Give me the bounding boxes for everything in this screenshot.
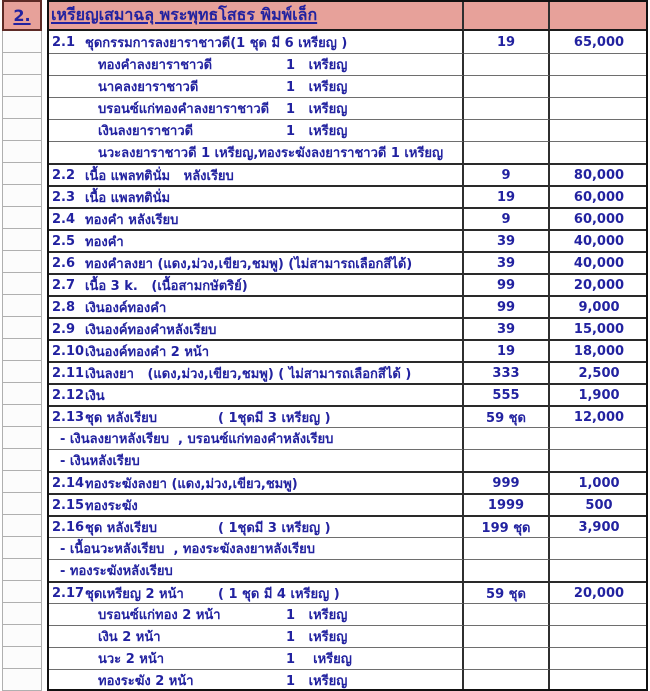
row-desc-cell (47, 97, 464, 119)
row-qty-cell: 555 (464, 383, 550, 405)
table-row (0, 471, 650, 493)
row-name: เงินลงยา (แดง,ม่วง,เขียว,ชมพู) ( ไม่สามารถเลือกสีได้ ) (85, 366, 412, 382)
row-desc-cell (47, 339, 464, 361)
row-name: บรอนซ์แก่ทองคำลงยาราชาวดี (98, 102, 270, 117)
row-note: (1 ชุด มี 6 เหรียญ ) (230, 35, 348, 51)
table-row (0, 141, 650, 163)
row-qty-cell (464, 119, 550, 141)
table-row (0, 207, 650, 229)
row-index-cell (2, 449, 42, 471)
row-qty-cell: 19 (464, 339, 550, 361)
row-desc-cell (47, 559, 464, 581)
row-note: 1 เหรียญ (286, 652, 352, 667)
row-note: 1 เหรียญ (286, 102, 348, 117)
row-desc-cell (47, 493, 464, 515)
row-index-cell (2, 669, 42, 691)
row-price-cell: 40,000 (550, 229, 648, 251)
header-index-cell (2, 0, 42, 31)
row-desc-cell (47, 537, 464, 559)
row-name: - เงินลงยาหลังเรียบ , บรอนซ์แก่ทองคำหลังเรียบ (60, 432, 334, 447)
row-name: - ทองระฆังหลังเรียบ (60, 564, 173, 579)
row-number: 2.8 (52, 299, 76, 315)
row-note: ( 1ชุดมี 3 เหรียญ ) (218, 410, 331, 426)
row-number: 2.5 (52, 233, 76, 249)
row-qty-cell (464, 75, 550, 97)
row-qty-cell: 39 (464, 317, 550, 339)
row-name: ทองระฆัง 2 หน้า (98, 674, 194, 689)
row-desc-cell (47, 515, 464, 537)
row-index-cell (2, 295, 42, 317)
row-number: 2.16 (52, 519, 85, 535)
row-number: 2.6 (52, 255, 76, 271)
header-qty-cell (464, 0, 550, 31)
row-name: ชุดกรรมการลงยาราชาวดี (85, 35, 231, 51)
table-row (0, 625, 650, 647)
row-qty-cell (464, 603, 550, 625)
row-desc-cell (47, 647, 464, 669)
table-row (0, 295, 650, 317)
table-rows (0, 31, 650, 691)
row-qty-cell: 333 (464, 361, 550, 383)
table-row (0, 273, 650, 295)
table-row (0, 53, 650, 75)
row-desc-cell (47, 273, 464, 295)
table-row (0, 581, 650, 603)
row-desc-cell (47, 53, 464, 75)
row-desc-cell (47, 405, 464, 427)
row-name: นาคลงยาราชาวดี (98, 80, 199, 95)
row-qty-cell: 999 (464, 471, 550, 493)
row-price-cell: 3,900 (550, 515, 648, 537)
row-qty-cell (464, 427, 550, 449)
row-qty-cell: 19 (464, 31, 550, 53)
row-number: 2.9 (52, 321, 76, 337)
row-qty-cell: 199 ชุด (464, 515, 550, 537)
table-row (0, 537, 650, 559)
row-number: 2.2 (52, 167, 76, 183)
row-name: - เนื้อนวะหลังเรียบ , ทองระฆังลงยาหลังเรียบ (60, 542, 316, 557)
row-desc-cell (47, 317, 464, 339)
row-index-cell (2, 185, 42, 207)
row-note: 1 เหรียญ (286, 608, 348, 623)
row-number: 2.14 (52, 475, 85, 491)
row-price-cell (550, 647, 648, 669)
row-index-cell (2, 53, 42, 75)
row-number: 2.3 (52, 189, 76, 205)
row-note: ( 1ชุดมี 3 เหรียญ ) (218, 520, 331, 536)
row-desc-cell (47, 581, 464, 603)
table-row (0, 383, 650, 405)
row-note: 1 เหรียญ (286, 58, 348, 73)
row-price-cell (550, 559, 648, 581)
row-qty-cell: 39 (464, 229, 550, 251)
row-name: ทองระฆัง (85, 498, 138, 514)
row-index-cell (2, 119, 42, 141)
table-row (0, 493, 650, 515)
row-price-cell: 2,500 (550, 361, 648, 383)
row-name: เงิน (85, 388, 105, 404)
row-qty-cell: 99 (464, 295, 550, 317)
row-index-cell (2, 405, 42, 427)
row-name: เงินองค์ทองคำหลังเรียบ (85, 322, 217, 338)
row-price-cell: 65,000 (573, 34, 625, 50)
row-number: 2.4 (52, 211, 76, 227)
row-index-cell (2, 603, 42, 625)
row-qty-cell (464, 141, 550, 163)
row-number: 2.10 (52, 343, 85, 359)
row-desc-cell (47, 75, 464, 97)
row-name: ทองคำ (85, 234, 124, 250)
table-row (0, 449, 650, 471)
row-desc-cell (47, 669, 464, 691)
row-note: ( 1 ชุด มี 4 เหรียญ ) (218, 586, 340, 602)
row-name: เนื้อ 3 k. (เนื้อสามกษัตริย์) (85, 278, 248, 294)
row-desc-cell (47, 251, 464, 273)
row-qty-cell (464, 537, 550, 559)
row-price-cell (550, 97, 648, 119)
row-index-cell (2, 75, 42, 97)
row-name: เงินองค์ทองคำ 2 หน้า (85, 344, 210, 360)
row-name: ชุด หลังเรียบ (85, 520, 157, 536)
row-price-cell (550, 141, 648, 163)
row-name: เนื้อ แพลทตินั่ม หลังเรียบ (85, 168, 234, 184)
table-row (0, 229, 650, 251)
row-number: 2.15 (52, 497, 85, 513)
row-price-cell: 1,900 (550, 383, 648, 405)
row-price-cell: 40,000 (550, 251, 648, 273)
row-desc-cell (47, 471, 464, 493)
row-index-cell (2, 515, 42, 537)
row-name: บรอนซ์แก่ทอง 2 หน้า (98, 608, 221, 623)
row-price-cell: 60,000 (550, 207, 648, 229)
row-qty-cell: 9 (464, 163, 550, 185)
row-desc-cell (47, 31, 464, 53)
table-row (0, 339, 650, 361)
row-qty-cell: 39 (464, 251, 550, 273)
row-name: เนื้อ แพลทตินั่ม (85, 190, 171, 206)
row-index-cell (2, 361, 42, 383)
row-qty-cell: 19 (464, 185, 550, 207)
table-row (0, 361, 650, 383)
row-index-cell (2, 647, 42, 669)
row-price-cell: 12,000 (550, 405, 648, 427)
table-row (0, 603, 650, 625)
row-number: 2.12 (52, 387, 85, 403)
row-price-cell: 20,000 (550, 581, 648, 603)
row-desc-cell (47, 141, 464, 163)
table-row (0, 317, 650, 339)
row-index-cell (2, 273, 42, 295)
table-row (0, 405, 650, 427)
row-number: 2.11 (52, 365, 85, 381)
row-index-cell (2, 163, 42, 185)
row-desc-cell (47, 163, 464, 185)
row-index-cell (2, 207, 42, 229)
row-desc-cell (47, 229, 464, 251)
row-qty-cell: 59 ชุด (464, 581, 550, 603)
table-row (0, 647, 650, 669)
row-qty-cell (464, 669, 550, 691)
row-desc-cell (47, 449, 464, 471)
row-index-cell (2, 251, 42, 273)
table-row (0, 251, 650, 273)
table-row (0, 559, 650, 581)
row-desc-cell (47, 361, 464, 383)
row-note: 1 เหรียญ (286, 674, 348, 689)
row-note: 1 เหรียญ (286, 630, 348, 645)
row-price-cell (550, 53, 648, 75)
row-desc-cell (47, 119, 464, 141)
row-index-cell (2, 427, 42, 449)
table-row (0, 119, 650, 141)
row-name: ทองคำลงยา (แดง,ม่วง,เขียว,ชมพู) (ไม่สามารถเลือกสีได้) (85, 256, 413, 272)
row-desc-cell (47, 295, 464, 317)
row-index-cell (2, 339, 42, 361)
row-name: ชุด หลังเรียบ (85, 410, 157, 426)
row-index-cell (2, 229, 42, 251)
row-qty-cell (464, 53, 550, 75)
row-qty-cell (464, 449, 550, 471)
row-qty-cell (464, 625, 550, 647)
row-price-cell (550, 427, 648, 449)
row-price-cell: 1,000 (550, 471, 648, 493)
row-name: ทองระฆังลงยา (แดง,ม่วง,เขียว,ชมพู) (85, 476, 298, 492)
row-qty-cell (464, 647, 550, 669)
row-price-cell (550, 537, 648, 559)
row-desc-cell (47, 625, 464, 647)
row-number: 2.1 (52, 34, 76, 50)
row-name: ชุดเหรียญ 2 หน้า (85, 586, 184, 602)
row-desc-cell (47, 185, 464, 207)
row-desc-cell (47, 207, 464, 229)
row-name: เงินองค์ทองคำ (85, 300, 167, 316)
row-price-cell: 9,000 (550, 295, 648, 317)
table-row (0, 669, 650, 691)
row-index-cell (2, 317, 42, 339)
table-row (0, 515, 650, 537)
row-price-cell: 15,000 (550, 317, 648, 339)
table-row (0, 185, 650, 207)
row-price-cell (550, 669, 648, 691)
row-number: 2.7 (52, 277, 76, 293)
row-qty-cell (464, 559, 550, 581)
row-qty-cell: 59 ชุด (464, 405, 550, 427)
row-price-cell: 500 (550, 493, 648, 515)
row-qty-cell: 99 (464, 273, 550, 295)
row-price-cell: 18,000 (550, 339, 648, 361)
row-qty-cell: 1999 (464, 493, 550, 515)
row-index-cell (2, 141, 42, 163)
row-index-cell (2, 537, 42, 559)
row-qty-cell (464, 97, 550, 119)
table-header-row (0, 0, 650, 31)
row-index-cell (2, 493, 42, 515)
row-name: ทองคำลงยาราชาวดี (98, 58, 213, 73)
row-index-cell (2, 471, 42, 493)
header-price-cell (550, 0, 648, 31)
row-note: 1 เหรียญ (286, 124, 348, 139)
row-index-cell (2, 559, 42, 581)
row-qty-cell: 9 (464, 207, 550, 229)
row-price-cell (550, 75, 648, 97)
table-row (0, 427, 650, 449)
row-name: - เงินหลังเรียบ (60, 454, 140, 469)
row-price-cell: 80,000 (550, 163, 648, 185)
header-title: เหรียญเสมาฉลุ พระพุทธโสธร พิมพ์เล็ก (51, 5, 318, 24)
row-price-cell (550, 625, 648, 647)
row-index-cell (2, 383, 42, 405)
row-number: 2.13 (52, 409, 85, 425)
table-row (0, 75, 650, 97)
row-name: นวะ 2 หน้า (98, 652, 165, 667)
table-row (0, 97, 650, 119)
row-price-cell: 20,000 (550, 273, 648, 295)
row-desc-cell (47, 603, 464, 625)
row-name: เงินลงยาราชาวดี (98, 124, 194, 139)
row-price-cell (550, 119, 648, 141)
row-desc-cell (47, 383, 464, 405)
table-row (0, 163, 650, 185)
row-number: 2.17 (52, 585, 85, 601)
row-index-cell (2, 31, 42, 53)
table-row (0, 31, 650, 53)
row-index-cell (2, 581, 42, 603)
header-title-cell (47, 0, 464, 31)
row-price-cell (550, 603, 648, 625)
header-index: 2. (13, 6, 31, 25)
row-desc-cell (47, 427, 464, 449)
row-note: 1 เหรียญ (286, 80, 348, 95)
row-name: ทองคำ หลังเรียบ (85, 212, 179, 228)
row-name: เงิน 2 หน้า (98, 630, 161, 645)
row-price-cell: 60,000 (550, 185, 648, 207)
row-index-cell (2, 625, 42, 647)
row-index-cell (2, 97, 42, 119)
row-name: นวะลงยาราชาวดี 1 เหรียญ,ทองระฆังลงยาราชาวดี 1 เหรียญ (98, 146, 444, 161)
row-price-cell (550, 449, 648, 471)
